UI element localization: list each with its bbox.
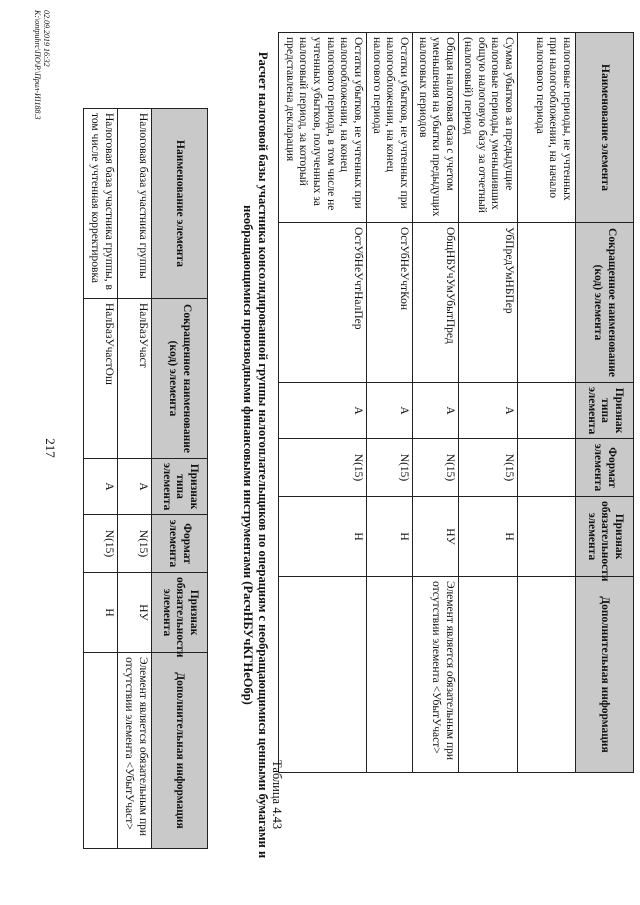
header-name: Наименование элемента	[152, 109, 208, 299]
table-row	[366, 33, 412, 773]
cell-type: А	[278, 383, 366, 439]
cell-required: Н	[366, 497, 412, 577]
cell-format: N(15)	[366, 439, 412, 497]
cell-required	[518, 497, 576, 577]
cell-format: N(15)	[458, 439, 517, 497]
table-row	[84, 109, 118, 849]
cell-code	[518, 223, 576, 383]
header-code: Сокращенное наименование (код) элемента	[576, 223, 634, 383]
header-code: Сокращенное наименование (код) элемента	[152, 299, 208, 459]
header-required: Признак обязательности элемента	[576, 497, 634, 577]
cell-code: УбПредУмНБПер	[458, 223, 517, 383]
header-info: Дополнительная информация	[576, 577, 634, 773]
cell-format: N(15)	[118, 515, 152, 573]
cell-format: N(15)	[278, 439, 366, 497]
cell-required: Н	[84, 573, 118, 653]
cell-type: А	[458, 383, 517, 439]
table-row	[278, 33, 366, 773]
table-row	[458, 33, 517, 773]
cell-type: А	[118, 459, 152, 515]
cell-type	[518, 383, 576, 439]
cell-format	[518, 439, 576, 497]
table-caption: Расчет налоговой базы участника консолидированной группы налогоплательщиков по операциям с необращающимися ценными бумагами и необращающимися производными финансовыми инструментами (РасчНБУчКГНеОбр)	[241, 51, 270, 859]
cell-code: ОбщНБУчУмУбытПред	[412, 223, 458, 383]
cell-info	[278, 577, 366, 773]
cell-format: N(15)	[412, 439, 458, 497]
cell-name: Налоговая база участника группы, в том числе учтенная корректировка	[84, 109, 118, 299]
table-number: Таблица 4.43	[270, 760, 284, 830]
table-row	[118, 109, 152, 849]
cell-info: Элемент является обязательным при отсутствии элемента <УбытУчаст>	[118, 653, 152, 849]
cell-type: А	[412, 383, 458, 439]
footer-path: K:\ontpuhrc\ПО\Р.\Прил-ИI188.3	[33, 10, 43, 120]
cell-code: НалБазУчастОш	[84, 299, 118, 459]
header-name: Наименование элемента	[576, 33, 634, 223]
header-info: Дополнительная информация	[152, 653, 208, 849]
cell-info: Элемент является обязательным при отсутствии элемента <УбытУчаст>	[412, 577, 458, 773]
cell-info	[518, 577, 576, 773]
cell-required: Н	[458, 497, 517, 577]
cell-format: N(15)	[84, 515, 118, 573]
cell-name: Сумма убытков за предыдущие налоговые периоды, уменьшивших общую налоговую базу за отчетный (налоговый) период	[458, 33, 517, 223]
cell-info	[84, 653, 118, 849]
table-continued	[278, 32, 634, 773]
cell-code: ОстУбНеУчтКон	[366, 223, 412, 383]
cell-code: ОстУбНеУчтНалПер	[278, 223, 366, 383]
header-required: Признак обязательности элемента	[152, 573, 208, 653]
cell-type: А	[84, 459, 118, 515]
cell-required: НУ	[412, 497, 458, 577]
cell-name: налоговые периоды, не учтенных при налогообложении, на начало налогового периода	[518, 33, 576, 223]
footer-stamp	[32, 10, 50, 120]
cell-name: Остатки убытков, не учтенных при налогообложении, на конец налогового периода, в том числе не учтенных убытков, полученных за налоговый период, за который представлена декларация	[278, 33, 366, 223]
cell-name: Общая налоговая база с учетом уменьшения на убытки предыдущих налоговых периодов	[412, 33, 458, 223]
table-row	[412, 33, 458, 773]
cell-name: Налоговая база участника группы	[118, 109, 152, 299]
header-type: Признак типа элемента	[152, 459, 208, 515]
cell-name: Остатки убытков, не учтенных при налогообложении, на конец налогового периода	[366, 33, 412, 223]
header-format: Формат элемента	[576, 439, 634, 497]
cell-code: НалБазУчаст	[118, 299, 152, 459]
header-format: Формат элемента	[152, 515, 208, 573]
cell-info	[366, 577, 412, 773]
cell-required: Н	[278, 497, 366, 577]
cell-type: А	[366, 383, 412, 439]
header-type: Признак типа элемента	[576, 383, 634, 439]
footer-date: 02.09.2019 16:32	[42, 10, 51, 67]
cell-required: НУ	[118, 573, 152, 653]
page-number: 217	[42, 438, 58, 458]
table-row	[518, 33, 576, 773]
table-4-43	[83, 108, 208, 849]
cell-info	[458, 577, 517, 773]
